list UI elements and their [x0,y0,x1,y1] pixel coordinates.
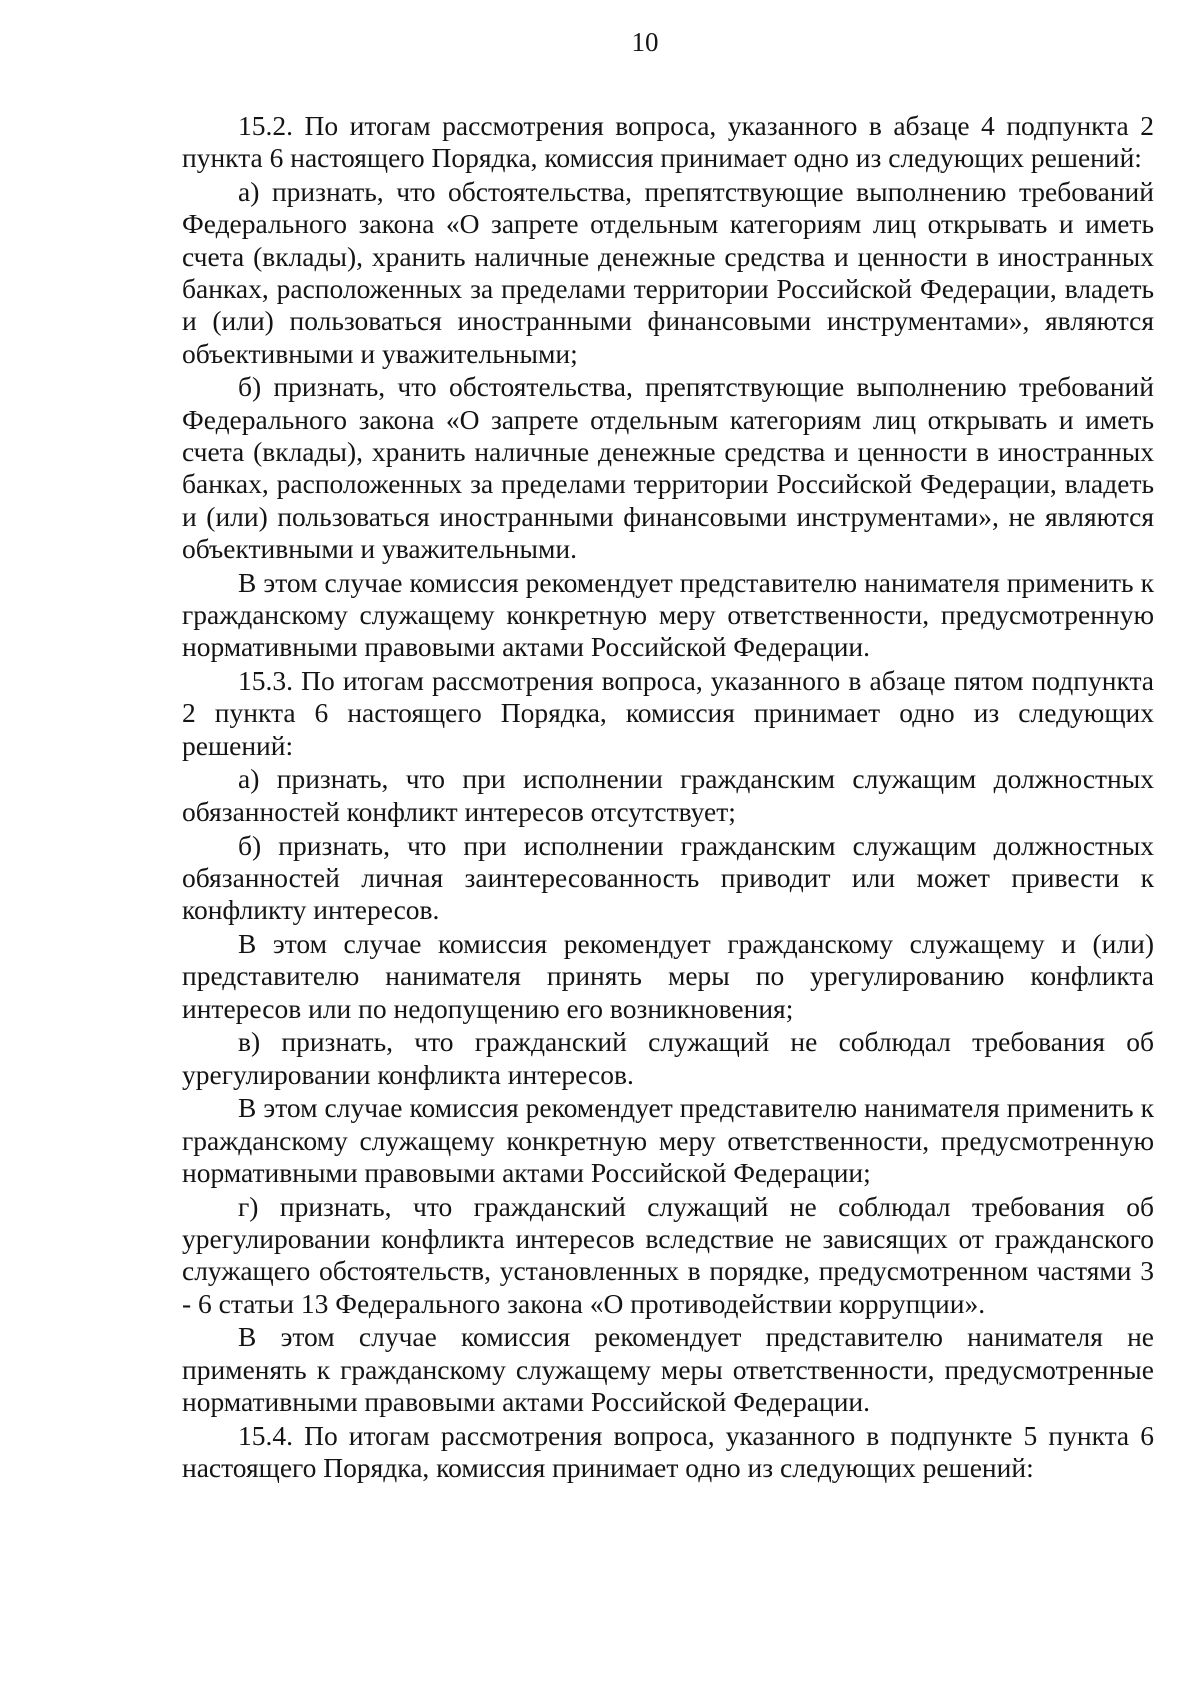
paragraph-15-2-b-recommendation: В этом случае комиссия рекомендует представителю нанимателя применить к гражданскому служащему конкретную меру ответственности, предусмотренную нормативными правовыми актами Российской Федерации. [182,566,1154,663]
paragraph-15-3-b-recommendation: В этом случае комиссия рекомендует гражданскому служащему и (или) представителю нанимателя принять меры по урегулированию конфликта интересов или по недопущению его возникновения; [182,927,1154,1024]
paragraph-15-3-g: г) признать, что гражданский служащий не соблюдал требования об урегулировании конфликта интересов вследствие не зависящих от гражданского служащего обстоятельств, установленных в порядке, предусмотренном частями 3 - 6 статьи 13 Федерального закона «О противодействии коррупции». [182,1190,1154,1319]
paragraph-15-2-b: б) признать, что обстоятельства, препятствующие выполнению требований Федерального закона «О запрете отдельным категориям лиц открывать и иметь счета (вклады), хранить наличные денежные средства и ценности в иностранных банках, расположенных за пределами территории Российской Федерации, владеть и (или) пользоваться иностранными финансовыми инструментами», не являются объективными и уважительными. [182,371,1154,564]
paragraph-15-3-v-recommendation: В этом случае комиссия рекомендует представителю нанимателя применить к гражданскому служащему конкретную меру ответственности, предусмотренную нормативными правовыми актами Российской Федерации; [182,1092,1154,1188]
paragraph-15-3-v: в) признать, что гражданский служащий не соблюдал требования об урегулировании конфликта интересов. [182,1026,1154,1090]
page-number: 10 [631,27,659,57]
paragraph-15-3-b: б) признать, что при исполнении гражданским служащим должностных обязанностей личная заинтересованность приводит или может привести к конфликту интересов. [182,829,1154,926]
paragraph-15-3-a: а) признать, что при исполнении гражданским служащим должностных обязанностей конфликт интересов отсутствует; [182,763,1154,827]
paragraph-15-2: 15.2. По итогам рассмотрения вопроса, указанного в абзаце 4 подпункта 2 пункта 6 настоящего Порядка, комиссия принимает одно из следующих решений: [182,110,1154,174]
paragraph-15-4: 15.4. По итогам рассмотрения вопроса, указанного в подпункте 5 пункта 6 настоящего Порядка, комиссия принимает одно из следующих решений: [182,1419,1154,1484]
paragraph-15-3: 15.3. По итогам рассмотрения вопроса, указанного в абзаце пятом подпункта 2 пункта 6 настоящего Порядка, комиссия принимает одно из следующих решений: [182,665,1154,761]
document-body [182,110,1154,1486]
paragraph-15-3-g-recommendation: В этом случае комиссия рекомендует представителю нанимателя не применять к гражданскому служащему меры ответственности, предусмотренные нормативными правовыми актами Российской Федерации. [182,1321,1154,1418]
paragraph-15-2-a: а) признать, что обстоятельства, препятствующие выполнению требований Федерального закона «О запрете отдельным категориям лиц открывать и иметь счета (вклады), хранить наличные денежные средства и ценности в иностранных банках, расположенных за пределами территории Российской Федерации, владеть и (или) пользоваться иностранными финансовыми инструментами», являются объективными и уважительными; [182,176,1154,369]
